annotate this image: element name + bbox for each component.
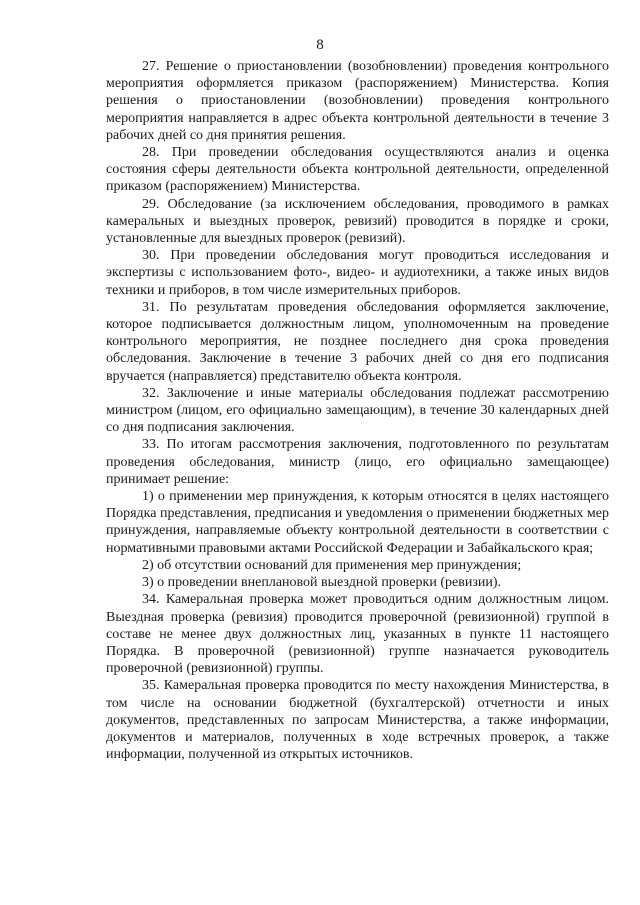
paragraph-28: 28. При проведении обследования осуществляются анализ и оценка состояния сферы деятельности объекта контрольной деятельности, определенной приказом (распоряжением) Министерства. [106, 145, 609, 195]
paragraph-32: 32. Заключение и иные материалы обследования подлежат рассмотрению министром (лицом, его официально замещающим), в течение 30 календарных дней со дня подписания заключения. [106, 385, 609, 436]
list-item-33-2: 2) об отсутствии оснований для применения мер принуждения; [142, 557, 522, 573]
paragraph-34: 34. Камеральная проверка может проводиться одним должностным лицом. Выездная проверка (ревизия) проводится проверочной (ревизионной) группой в составе не менее двух должностных лиц, указанных в пункте 11 настоящего Порядка. В проверочной (ревизионной) группе назначается руководитель проверочной (ревизионной) группы. [106, 592, 609, 677]
paragraph-35: 35. Камеральная проверка проводится по месту нахождения Министерства, в том числе на основании бюджетной (бухгалтерской) отчетности и иных документов, представленных по запросам Министерства, а также информации, документов и материалов, полученных в ходе встречных проверок, а также информации, полученной из открытых источников. [106, 678, 609, 763]
list-item-33-3: 3) о проведении внеплановой выездной проверки (ревизии). [142, 575, 502, 591]
list-item-33-1: 1) о применении мер принуждения, к которым относятся в целях настоящего Порядка представления, предписания и уведомления о применении бюджетных мер принуждения, направляемые объекту контрольной деятельности в соответствии с нормативными правовыми актами Российской Федерации и Забайкальского края; [106, 489, 609, 556]
paragraph-33: 33. По итогам рассмотрения заключения, подготовленного по результатам проведения обследования, министр (лицо, его официально замещающее) принимает решение: [106, 437, 609, 487]
paragraph-29: 29. Обследование (за исключением обследования, проводимого в рамках камеральных и выездных проверок, ревизий) проводится в порядке и сроки, установленные для выездных проверок (ревизий). [106, 196, 609, 247]
paragraph-30: 30. При проведении обследования могут проводиться исследования и экспертизы с использованием фото-, видео- и аудиотехники, а также иных видов техники и приборов, в том числе измерительных приборов. [106, 248, 609, 298]
paragraph-27: 27. Решение о приостановлении (возобновлении) проведения контрольного мероприятия оформляется приказом (распоряжением) Министерства. Копия решения о приостановлении (возобновлении) проведения контрольного мероприятия направляется в адрес объекта контрольной деятельности в течение 3 рабочих дней со дня принятия решения. [106, 59, 609, 143]
page-number: 8 [316, 37, 324, 53]
document-body [106, 58, 609, 763]
paragraph-31: 31. По результатам проведения обследования оформляется заключение, которое подписывается должностным лицом, уполномоченным на проведение контрольного мероприятия, не позднее последнего дня срока проведения обследования. Заключение в течение 3 рабочих дней со дня его подписания вручается (направляется) представителю объекта контроля. [106, 299, 609, 384]
